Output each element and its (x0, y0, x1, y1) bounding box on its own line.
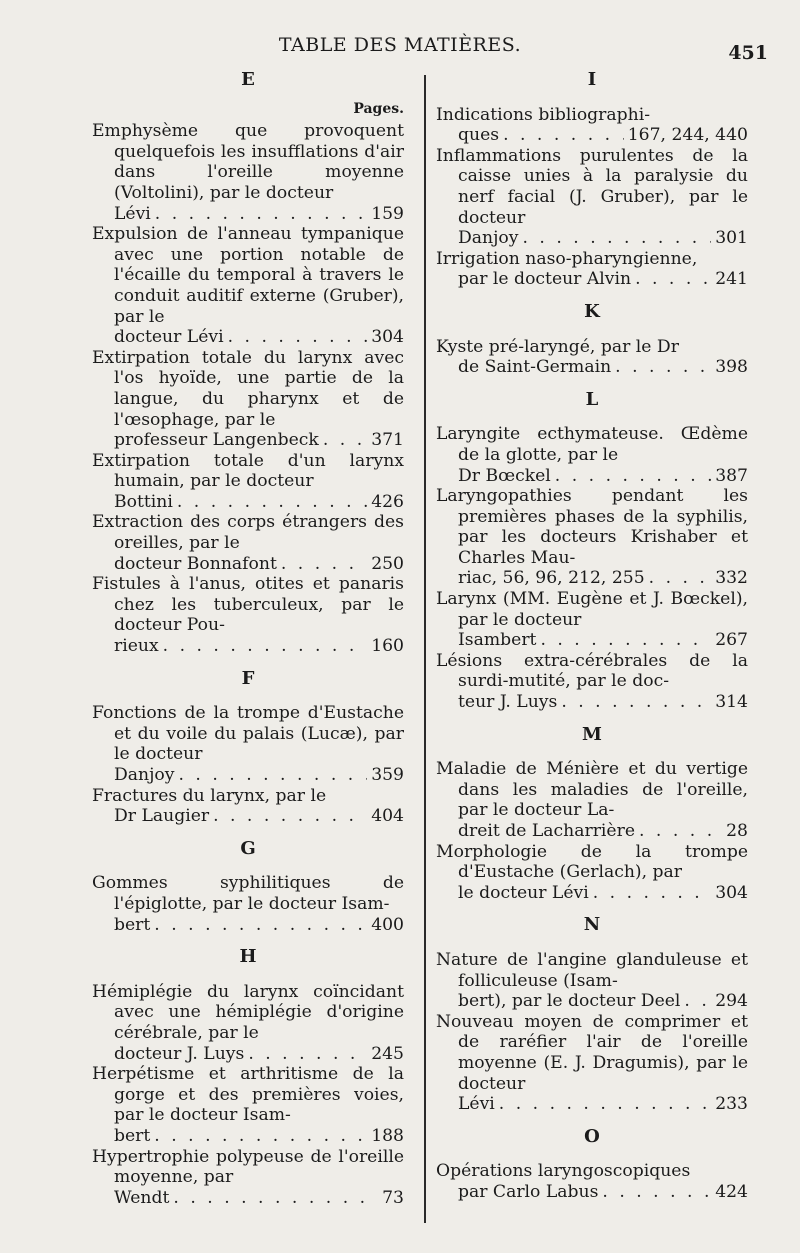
entry-text: Gommes syphilitiques de l'épiglotte, par le docteur Isam- (92, 873, 404, 914)
entry-page-number: 398 (715, 357, 748, 378)
dot-leader (154, 1126, 367, 1147)
entry-page-number: 250 (371, 553, 404, 574)
entry-leader-line (458, 357, 748, 378)
dot-leader (155, 204, 367, 225)
right-column (436, 66, 748, 1203)
entry-leader-line (114, 554, 404, 575)
entry-text: Herpétisme et arthritisme de la gorge et des premières voies, par le docteur Isam- (92, 1064, 404, 1126)
entry-tail: bert), par le docteur Deel (458, 991, 681, 1012)
entry-text: Extirpation totale du larynx avec l'os hyoïde, une partie de la langue, du pharynx et de l'œsophage, par le (92, 347, 404, 430)
entry-leader-line (458, 630, 748, 651)
index-entry (436, 651, 748, 713)
entry-leader-line (458, 1182, 748, 1203)
entry-tail: Danjoy (458, 228, 519, 249)
section-letter: L (585, 388, 599, 410)
pages-label: Pages. (353, 100, 404, 117)
entry-page-number: 387 (715, 465, 748, 486)
section-letter: N (583, 914, 601, 936)
entry-leader-line (114, 204, 404, 225)
entry-tail: bert (114, 1125, 151, 1146)
entry-leader-line (458, 269, 748, 290)
entry-leader-line (114, 492, 404, 513)
entry-page-number: 400 (371, 914, 404, 935)
index-entry (436, 249, 748, 290)
dot-leader (593, 883, 711, 904)
entry-text: Fistules à l'anus, otites et panaris chez les tuberculeux, par le docteur Pou- (92, 574, 404, 636)
index-entry (92, 982, 404, 1064)
dot-leader (649, 568, 712, 589)
running-title: TABLE DES MATIÈRES. (278, 34, 522, 56)
index-entry (436, 337, 748, 378)
entry-text: Fonctions de la trompe d'Eustache et du voile du palais (Lucæ), par le docteur (92, 703, 404, 765)
index-entry (92, 574, 404, 656)
entry-leader-line (458, 1094, 748, 1115)
entry-leader-line (114, 806, 404, 827)
dot-leader (154, 915, 367, 936)
index-entry (436, 105, 748, 146)
dot-leader (281, 554, 367, 575)
entry-tail: rieux (114, 636, 159, 657)
entry-tail: docteur Bonnafont (114, 553, 277, 574)
entry-leader-line (114, 430, 404, 451)
entry-page-number: 188 (371, 1125, 404, 1146)
entry-leader-line (114, 1044, 404, 1065)
entry-text: Emphysème que provoquent quelquefois les insufflations d'air dans l'oreille moyenne (Voltolini), par le docteur (92, 121, 404, 203)
entry-page-number: 426 (371, 491, 404, 512)
entry-tail: de Saint-Germain (458, 357, 612, 378)
entry-page-number: 359 (371, 765, 404, 785)
entry-leader-line (458, 568, 748, 589)
dot-leader (178, 765, 367, 786)
entry-text: Hypertrophie polypeuse de l'oreille moyenne, par (92, 1146, 404, 1188)
dot-leader (173, 1188, 378, 1209)
entry-page-number: 233 (715, 1094, 748, 1115)
entry-tail: par Carlo Labus (458, 1181, 599, 1202)
dot-leader (561, 692, 711, 713)
column-divider (424, 75, 426, 1223)
entry-page-number: 267 (715, 630, 748, 651)
entry-page-number: 371 (371, 430, 404, 451)
entry-tail: professeur Langenbeck (114, 430, 319, 451)
entry-page-number: 167, 244, 440 (627, 125, 748, 146)
entry-text: Laryngite ecthymateuse. Œdème de la glotte, par le (436, 424, 748, 465)
index-entry (436, 1161, 748, 1202)
entry-leader-line (114, 327, 404, 348)
entry-page-number: 304 (715, 882, 748, 903)
entry-leader-line (458, 821, 748, 842)
entry-page-number: 245 (371, 1043, 404, 1064)
entry-tail: Isambert (458, 630, 537, 651)
entry-text: Extraction des corps étrangers des oreilles, par le (92, 512, 404, 554)
dot-leader (248, 1044, 367, 1065)
section-letter: F (241, 667, 255, 689)
entry-tail: par le docteur Alvin (458, 269, 632, 290)
dot-leader (602, 1182, 711, 1203)
section-letter: K (584, 300, 600, 322)
entry-page-number: 424 (715, 1181, 748, 1202)
entry-tail: Lévi (114, 203, 151, 224)
section-letter: G (240, 837, 256, 859)
entry-leader-line (458, 466, 748, 487)
entry-leader-line (114, 1188, 404, 1209)
index-entry (436, 424, 748, 486)
entry-leader-line (114, 765, 404, 786)
index-entry (92, 873, 404, 935)
entry-text: Opérations laryngoscopiques (436, 1161, 691, 1182)
dot-leader (323, 430, 367, 451)
entry-text: Laryngopathies pendant les premières phases de la syphilis, par les docteurs Krishaber et Charles Mau- (436, 486, 748, 568)
dot-leader (163, 636, 368, 657)
index-entry (92, 451, 404, 513)
section-letter: I (587, 69, 597, 90)
entry-tail: Dr Bœckel (458, 465, 551, 486)
entry-text: Kyste pré-laryngé, par le Dr (436, 336, 679, 357)
entry-leader-line (114, 915, 404, 936)
entry-tail: docteur Lévi (114, 327, 224, 348)
entry-page-number: 241 (715, 269, 748, 290)
entry-tail: Danjoy (114, 765, 175, 785)
dot-leader (684, 991, 711, 1012)
entry-page-number: 404 (371, 806, 404, 827)
section-letter: M (582, 723, 602, 745)
entry-page-number: 301 (715, 228, 748, 249)
entry-text: Lésions extra-cérébrales de la surdi-mutité, par le doc- (436, 650, 748, 692)
dot-leader (540, 630, 711, 651)
entry-text: Indications bibliographi- (436, 104, 651, 125)
entry-text: Maladie de Ménière et du vertige dans les maladies de l'oreille, par le docteur La- (436, 759, 748, 821)
index-entry (92, 1147, 404, 1209)
index-entry (92, 786, 404, 827)
entry-tail: ques (458, 125, 500, 146)
entry-page-number: 294 (715, 991, 748, 1012)
left-column (92, 66, 404, 1208)
entry-text: Larynx (MM. Eugène et J. Bœckel), par le docteur (436, 589, 748, 630)
dot-leader (228, 327, 368, 348)
index-entry (436, 1012, 748, 1115)
entry-leader-line (458, 991, 748, 1012)
section-letter: E (241, 69, 255, 90)
entry-tail: Bottini (114, 491, 173, 512)
dot-leader (615, 357, 711, 378)
entry-leader-line (458, 883, 748, 904)
entry-tail: Lévi (458, 1094, 495, 1115)
dot-leader (499, 1094, 711, 1115)
dot-leader (635, 269, 711, 290)
entry-leader-line (114, 1126, 404, 1147)
dot-leader (213, 806, 367, 827)
index-entry (92, 512, 404, 574)
index-entry (92, 1064, 404, 1146)
entry-leader-line (458, 228, 748, 249)
entry-page-number: 159 (371, 203, 404, 224)
index-entry (436, 146, 748, 249)
entry-tail: docteur J. Luys (114, 1043, 245, 1064)
entry-text: Irrigation naso-pharyngienne, (436, 248, 698, 269)
entry-text: Nouveau moyen de comprimer et de raréfier l'air de l'oreille moyenne (E. J. Dragumis), par le docteur (436, 1011, 748, 1094)
entry-tail: dreit de Lacharrière (458, 821, 635, 841)
entry-tail: Wendt (114, 1187, 170, 1208)
entry-text: Hémiplégie du larynx coïncidant avec une hémiplégie d'origine cérébrale, par le (92, 981, 404, 1043)
index-entry (92, 224, 404, 348)
entry-page-number: 73 (382, 1187, 404, 1208)
entry-text: Morphologie de la trompe d'Eustache (Gerlach), par (436, 841, 748, 883)
index-entry (92, 703, 404, 785)
entry-page-number: 332 (715, 568, 748, 589)
entry-text: Nature de l'angine glanduleuse et folliculeuse (Isam- (436, 949, 748, 991)
dot-leader (555, 466, 711, 487)
dot-leader (503, 125, 624, 146)
index-entry (436, 950, 748, 1012)
entry-leader-line (458, 692, 748, 713)
entry-text: Extirpation totale d'un larynx humain, par le docteur (92, 450, 404, 492)
index-entry (436, 589, 748, 651)
entry-page-number: 160 (371, 636, 404, 657)
index-entry (92, 121, 404, 224)
entry-leader-line (114, 636, 404, 657)
index-entry (92, 348, 404, 451)
entry-text: Expulsion de l'anneau tympanique avec une portion notable de l'écaille du temporal à travers le conduit auditif externe (Gruber), par le (92, 224, 404, 327)
entry-page-number: 304 (371, 327, 404, 348)
entry-page-number: 314 (715, 692, 748, 713)
section-letter: H (239, 946, 257, 968)
entry-page-number: 28 (726, 821, 748, 841)
index-entry (436, 759, 748, 841)
dot-leader (177, 492, 367, 513)
entry-text: Inflammations purulentes de la caisse unies à la paralysie du nerf facial (J. Gruber), par le docteur (436, 145, 748, 228)
index-entry (436, 842, 748, 904)
index-entry (436, 486, 748, 589)
entry-tail: Dr Laugier (114, 806, 210, 827)
entry-text: Fractures du larynx, par le (92, 785, 327, 806)
dot-leader (522, 228, 711, 249)
dot-leader (639, 821, 722, 842)
entry-leader-line (458, 125, 748, 146)
page-number: 451 (728, 42, 768, 64)
entry-tail: teur J. Luys (458, 692, 558, 713)
entry-tail: bert (114, 914, 151, 935)
entry-tail: le docteur Lévi (458, 882, 589, 903)
entry-tail: riac, 56, 96, 212, 255 (458, 568, 645, 589)
section-letter: O (584, 1125, 600, 1147)
